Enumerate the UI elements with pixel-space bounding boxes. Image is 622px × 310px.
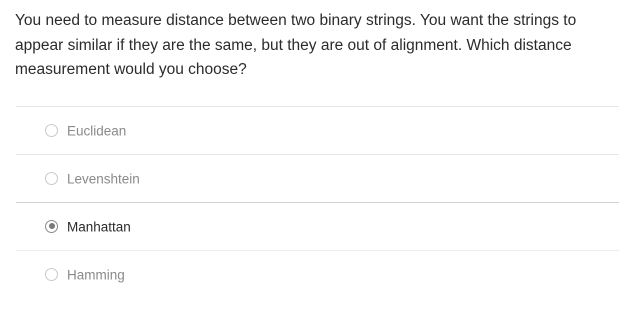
radio-checked-icon[interactable] [45, 220, 58, 233]
radio-unchecked-icon[interactable] [45, 268, 58, 281]
answer-option-label: Hamming [67, 267, 125, 282]
question-text: You need to measure distance between two binary strings. You want the strings to appear similar if they are the same, but they are out of alignment. Which distance measurement would you choose? [15, 12, 577, 78]
answer-option-label: Manhattan [67, 219, 131, 234]
answer-option-hamming[interactable] [16, 250, 619, 298]
answer-option-label: Levenshtein [67, 171, 140, 186]
answer-option-euclidean[interactable] [16, 106, 619, 154]
radio-unchecked-icon[interactable] [45, 172, 58, 185]
answer-option-levenshtein[interactable] [16, 154, 619, 202]
answer-option-label: Euclidean [67, 123, 127, 138]
answer-options-list [16, 106, 619, 298]
answer-option-manhattan[interactable] [16, 202, 619, 250]
radio-unchecked-icon[interactable] [45, 124, 58, 137]
